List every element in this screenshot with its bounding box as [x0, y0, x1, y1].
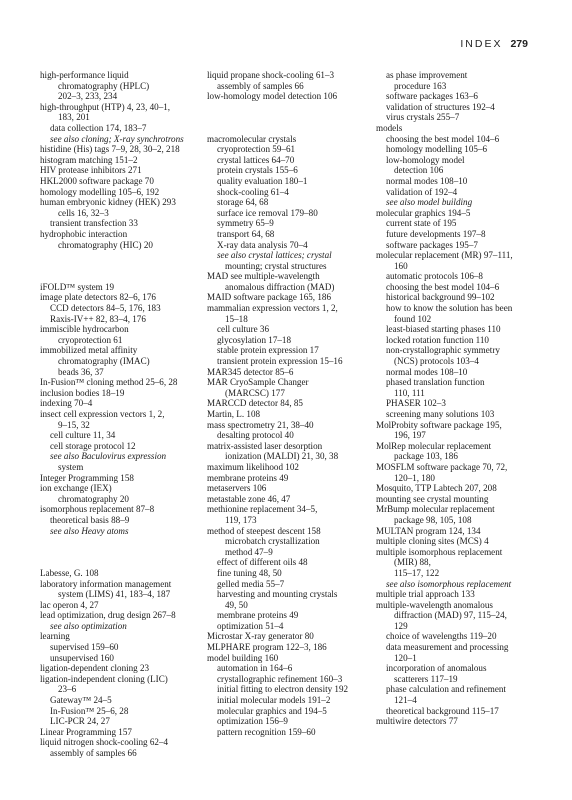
index-subentry: X-ray data analysis 70–4	[217, 239, 308, 250]
index-subentry: screening many solutions 103	[386, 409, 495, 419]
index-continuation: 9–15, 32	[58, 419, 90, 430]
index-entry: hydrophobic interaction	[40, 228, 128, 239]
index-subentry: LIC-PCR 24, 27	[50, 716, 110, 727]
index-subentry: quality evaluation 180–1	[217, 175, 308, 186]
index-entry: ion exchange (IEX)	[40, 483, 112, 494]
index-entry: learning	[40, 631, 70, 642]
index-continuation: 15–18	[225, 313, 248, 324]
index-subentry: see also model building	[386, 197, 473, 208]
index-entry: Microstar X-ray generator 80	[207, 631, 314, 642]
index-entry: metastable zone 46, 47	[207, 493, 291, 504]
index-subentry: initial molecular models 191–2	[217, 695, 331, 706]
index-entry: human embryonic kidney (HEK) 293	[40, 197, 176, 208]
index-entry: mounting see crystal mounting	[376, 493, 489, 504]
index-entry: immiscible hydrocarbon	[40, 324, 129, 335]
index-subentry: cryoprotection 59–61	[217, 144, 296, 155]
letter-gap	[40, 536, 200, 547]
index-subentry: In-Fusion™ 25–6, 28	[50, 705, 129, 716]
index-subentry: theoretical basis 88–9	[50, 514, 130, 525]
index-subentry: supervised 159–60	[50, 642, 119, 653]
index-entry: multiple trial approach 133	[376, 589, 475, 600]
index-subentry: software packages 195–7	[386, 239, 478, 250]
page-number: 279	[510, 38, 528, 50]
index-subentry: CCD detectors 84–5, 176, 183	[50, 303, 161, 314]
index-subentry: transient protein expression 15–16	[217, 356, 343, 367]
letter-gap	[40, 271, 200, 282]
index-entry: iFOLD™ system 19	[40, 281, 115, 292]
index-subentry: transient transfection 33	[50, 218, 138, 229]
index-entry: high-performance liquid	[40, 70, 129, 80]
index-entry: method of steepest descent 158	[207, 525, 321, 536]
index-subentry: as phase improvement	[386, 70, 468, 80]
index-entry: lac operon 4, 27	[40, 599, 99, 610]
index-entry: In-Fusion™ cloning method 25–6, 28	[40, 377, 178, 388]
index-subentry: choosing the best model 104–6	[386, 281, 500, 292]
index-entry: laboratory information management	[40, 578, 172, 589]
index-subentry: phased translation function	[386, 377, 485, 388]
index-subentry: choosing the best model 104–6	[386, 133, 500, 144]
index-subentry: Gateway™ 24–5	[50, 695, 112, 706]
index-continuation: procedure 163	[394, 80, 447, 91]
index-entry: ligation-independent cloning (LIC)	[40, 673, 168, 684]
index-continuation: 196, 197	[394, 430, 426, 441]
index-continuation: (MARCSC) 177	[225, 387, 285, 398]
index-subentry: crystallographic refinement 160–3	[217, 673, 343, 684]
letter-gap	[207, 102, 367, 113]
index-subentry: optimization 156–9	[217, 716, 288, 727]
index-continuation: chromatography (HIC) 20	[58, 239, 153, 250]
index-subentry: harvesting and mounting crystals	[217, 589, 338, 600]
index-continuation: 183, 201	[58, 112, 90, 123]
index-entry: Integer Programming 158	[40, 472, 134, 483]
index-subentry: initial fitting to electron density 192	[217, 684, 349, 695]
index-entry: Mosquito, TTP Labtech 207, 208	[376, 483, 497, 494]
index-column-right	[376, 70, 536, 727]
index-continuation: (MIR) 88,	[394, 557, 431, 568]
index-continuation: cryoprotection 61	[58, 334, 123, 345]
index-entry: ligation-dependent cloning 23	[40, 663, 150, 674]
index-entry: matrix-assisted laser desorption	[207, 440, 323, 451]
index-continuation: 202–3, 233, 234	[58, 91, 118, 102]
letter-gap	[40, 250, 200, 261]
index-continuation: detection 106	[394, 165, 444, 176]
index-subentry: choice of wavelengths 119–20	[386, 631, 497, 642]
index-continuation: beads 36, 37	[58, 366, 104, 377]
index-subentry: unsupervised 160	[50, 652, 114, 663]
index-entry: multiwire detectors 77	[376, 716, 458, 727]
index-subentry: homology modelling 105–6	[386, 144, 488, 155]
index-continuation: microbatch crystallization	[225, 536, 320, 547]
index-entry: Martin, L. 108	[207, 409, 261, 419]
index-entry: histogram matching 151–2	[40, 154, 138, 165]
index-subentry: PHASER 102–3	[386, 398, 446, 409]
letter-gap	[40, 557, 200, 568]
index-subentry: desalting protocol 40	[217, 430, 294, 441]
index-subentry: how to know the solution has been	[386, 303, 513, 314]
index-continuation: diffraction (MAD) 97, 115–24,	[394, 610, 507, 621]
index-subentry: normal modes 108–10	[386, 175, 468, 186]
index-continuation: anomalous diffraction (MAD)	[225, 281, 335, 292]
index-continuation: package 98, 105, 108	[394, 514, 472, 525]
index-entry: high-throughput (HTP) 4, 23, 40–1,	[40, 101, 171, 112]
index-subentry: cell storage protocol 12	[50, 440, 136, 451]
index-continuation: chromatography 20	[58, 493, 129, 504]
index-continuation: cells 16, 32–3	[58, 207, 109, 218]
index-entry: HIV protease inhibitors 271	[40, 165, 142, 176]
index-continuation: 121–4	[394, 695, 417, 706]
index-subentry: see also optimization	[50, 620, 127, 631]
index-continuation: chromatography (HPLC)	[58, 80, 150, 91]
index-continuation: 129	[394, 620, 408, 631]
index-entry: methionine replacement 34–5,	[207, 504, 318, 515]
index-continuation: 49, 50	[225, 599, 248, 610]
letter-gap	[207, 112, 367, 123]
index-continuation: 120–1, 180	[394, 472, 435, 483]
index-entry: MrBump molecular replacement	[376, 504, 495, 515]
index-subentry: see also crystal lattices; crystal	[217, 250, 332, 261]
index-entry: indexing 70–4	[40, 398, 93, 409]
index-entry: multiple cloning sites (MCS) 4	[376, 536, 489, 547]
header-label: INDEX	[460, 38, 503, 50]
index-entry: molecular replacement (MR) 97–111,	[376, 250, 513, 261]
index-entry: histidine (His) tags 7–9, 28, 30–2, 218	[40, 144, 180, 155]
index-entry: image plate detectors 82–6, 176	[40, 292, 156, 303]
index-subentry: gelled media 55–7	[217, 578, 285, 589]
index-subentry: transport 64, 68	[217, 228, 275, 239]
index-entry: MAR345 detector 85–6	[207, 366, 294, 377]
index-subentry: pattern recognition 159–60	[217, 726, 316, 737]
index-subentry: low-homology model	[386, 154, 465, 165]
index-subentry: non-crystallographic symmetry	[386, 345, 500, 356]
index-entry: MAR CryoSample Changer	[207, 377, 309, 388]
index-subentry: optimization 51–4	[217, 620, 284, 631]
running-header	[460, 38, 528, 50]
index-subentry: validation of structures 192–4	[386, 101, 495, 112]
index-entry: models	[376, 122, 403, 133]
index-subentry: automation in 164–6	[217, 663, 293, 674]
index-entry: MARCCD detector 84, 85	[207, 398, 303, 409]
letter-gap	[40, 261, 200, 272]
index-continuation: system	[58, 461, 84, 472]
index-subentry: fine tuning 48, 50	[217, 567, 282, 578]
index-subentry: membrane proteins 49	[217, 610, 299, 621]
index-subentry: least-biased starting phases 110	[386, 324, 501, 335]
index-entry: insect cell expression vectors 1, 2,	[40, 409, 165, 419]
index-entry: MolProbity software package 195,	[376, 419, 502, 430]
index-entry: membrane proteins 49	[207, 472, 289, 483]
index-entry: model building 160	[207, 652, 279, 663]
index-subentry: current state of 195	[386, 218, 457, 229]
index-continuation: 119, 173	[225, 514, 257, 525]
index-subentry: incorporation of anomalous	[386, 663, 487, 674]
index-continuation: 110, 111	[394, 387, 425, 398]
index-subentry: phase calculation and refinement	[386, 684, 506, 695]
index-subentry: cell culture 11, 34	[50, 430, 116, 441]
index-subentry: theoretical background 115–17	[386, 705, 499, 716]
index-entry: Linear Programming 157	[40, 726, 132, 737]
index-subentry: software packages 163–6	[386, 91, 478, 102]
index-subentry: see also cloning; X-ray synchrotrons	[50, 133, 184, 144]
index-continuation: package 103, 186	[394, 451, 458, 462]
index-entry: liquid nitrogen shock-cooling 62–4	[40, 737, 169, 748]
index-subentry: symmetry 65–9	[217, 218, 274, 229]
index-subentry: protein crystals 155–6	[217, 165, 298, 176]
index-entry: MAID software package 165, 186	[207, 292, 331, 303]
index-entry: multiple-wavelength anomalous	[376, 599, 493, 610]
index-subentry: effect of different oils 48	[217, 557, 308, 568]
index-subentry: surface ice removal 179–80	[217, 207, 318, 218]
index-entry: MOSFLM software package 70, 72,	[376, 461, 508, 472]
index-entry: homology modelling 105–6, 192	[40, 186, 160, 197]
index-continuation: method 47–9	[225, 546, 273, 557]
index-entry: lead optimization, drug design 267–8	[40, 610, 176, 621]
index-entry: liquid propane shock-cooling 61–3	[207, 70, 335, 80]
index-entry: MULTAN program 124, 134	[376, 525, 481, 536]
index-subentry: virus crystals 255–7	[386, 112, 460, 123]
index-entry: multiple isomorphous replacement	[376, 546, 503, 557]
index-continuation: 115–17, 122	[394, 567, 440, 578]
index-entry: macromolecular crystals	[207, 133, 297, 144]
index-subentry: see also Heavy atoms	[50, 525, 129, 536]
index-entry: MolRep molecular replacement	[376, 440, 492, 451]
index-subentry: stable protein expression 17	[217, 345, 319, 356]
index-subentry: glycosylation 17–18	[217, 334, 292, 345]
index-column-middle	[207, 70, 367, 737]
index-subentry: shock-cooling 61–4	[217, 186, 289, 197]
letter-gap	[40, 547, 200, 558]
index-subentry: assembly of samples 66	[50, 748, 137, 758]
index-column-left	[40, 70, 200, 759]
index-subentry: storage 64, 68	[217, 197, 269, 208]
index-entry: HKL2000 software package 70	[40, 175, 154, 186]
index-entry: Labesse, G. 108	[40, 567, 99, 578]
index-entry: isomorphous replacement 87–8	[40, 504, 155, 515]
index-entry: metaservers 106	[207, 483, 267, 494]
index-entry: mammalian expression vectors 1, 2,	[207, 303, 338, 314]
index-continuation: ionization (MALDI) 21, 30, 38	[225, 451, 339, 462]
index-subentry: data measurement and processing	[386, 642, 509, 653]
index-subentry: assembly of samples 66	[217, 80, 304, 91]
index-continuation: scatterers 117–19	[394, 673, 458, 684]
index-continuation: system (LIMS) 41, 183–4, 187	[58, 589, 171, 600]
index-entry: inclusion bodies 18–19	[40, 387, 125, 398]
index-entry: MLPHARE program 122–3, 186	[207, 642, 327, 653]
index-subentry: molecular graphics and 194–5	[217, 705, 327, 716]
index-continuation: mounting; crystal structures	[225, 260, 327, 271]
index-subentry: validation of 192–4	[386, 186, 458, 197]
index-subentry: future developments 197–8	[386, 228, 486, 239]
index-subentry: normal modes 108–10	[386, 366, 468, 377]
index-subentry: automatic protocols 106–8	[386, 271, 483, 282]
index-entry: low-homology model detection 106	[207, 91, 338, 102]
letter-gap	[207, 123, 367, 134]
index-continuation: found 102	[394, 313, 432, 324]
index-entry: molecular graphics 194–5	[376, 207, 471, 218]
index-subentry: see also isomorphous replacement	[386, 578, 512, 589]
index-continuation: 160	[394, 260, 408, 271]
index-subentry: Raxis-IV++ 82, 83–4, 176	[50, 313, 146, 324]
index-continuation: 23–6	[58, 684, 77, 695]
index-subentry: cell culture 36	[217, 324, 270, 335]
index-entry: immobilized metal affinity	[40, 345, 138, 356]
index-continuation: chromatography (IMAC)	[58, 356, 150, 367]
index-subentry: historical background 99–102	[386, 292, 495, 303]
index-entry: MAD see multiple-wavelength	[207, 271, 320, 282]
index-subentry: locked rotation function 110	[386, 334, 489, 345]
index-subentry: crystal lattices 64–70	[217, 154, 295, 165]
index-subentry: data collection 174, 183–7	[50, 122, 147, 133]
index-entry: maximum likelihood 102	[207, 461, 299, 472]
index-entry: mass spectrometry 21, 38–40	[207, 419, 314, 430]
index-continuation: (NCS) protocols 103–4	[394, 356, 479, 367]
index-continuation: 120–1	[394, 652, 417, 663]
index-subentry: see also Baculovirus expression	[50, 451, 167, 462]
